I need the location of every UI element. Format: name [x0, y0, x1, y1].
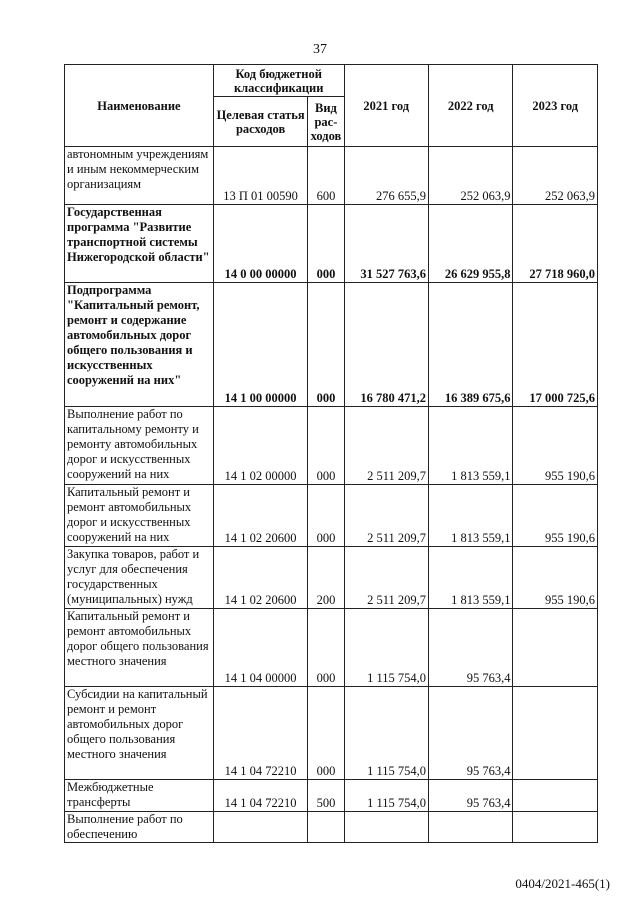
row-expense-kind: 600	[308, 147, 344, 205]
row-target-article: 14 1 02 00000	[213, 407, 308, 485]
row-value-2022: 95 763,4	[429, 780, 513, 812]
row-expense-kind: 000	[308, 283, 344, 407]
row-value-2023: 955 190,6	[513, 407, 598, 485]
row-target-article: 14 1 02 20600	[213, 547, 308, 609]
header-name: Наименование	[65, 65, 214, 147]
row-name: Государственная программа "Развитие транспортной системы Нижегородской области"	[65, 205, 214, 283]
table-row	[65, 687, 598, 780]
row-value-2023: 17 000 725,6	[513, 283, 598, 407]
table-row	[65, 547, 598, 609]
header-year-2021: 2021 год	[344, 65, 428, 147]
row-value-2022: 16 389 675,6	[429, 283, 513, 407]
row-value-2022: 1 813 559,1	[429, 547, 513, 609]
row-target-article: 14 1 04 72210	[213, 687, 308, 780]
row-value-2023: 955 190,6	[513, 485, 598, 547]
table-row	[65, 780, 598, 812]
header-year-2023: 2023 год	[513, 65, 598, 147]
row-target-article: 14 1 02 20600	[213, 485, 308, 547]
row-value-2023: 252 063,9	[513, 147, 598, 205]
header-budget-code: Код бюджетной классификации	[213, 65, 344, 97]
row-value-2021: 276 655,9	[344, 147, 428, 205]
row-target-article: 13 П 01 00590	[213, 147, 308, 205]
row-value-2021: 2 511 209,7	[344, 485, 428, 547]
row-name: Закупка товаров, работ и услуг для обеспечения государственных (муниципальных) нужд	[65, 547, 214, 609]
row-name: Выполнение работ по обеспечению	[65, 812, 214, 843]
table-row	[65, 283, 598, 407]
row-value-2021: 1 115 754,0	[344, 687, 428, 780]
row-name: Межбюджетные трансферты	[65, 780, 214, 812]
row-expense-kind: 000	[308, 609, 344, 687]
row-value-2021: 1 115 754,0	[344, 609, 428, 687]
row-target-article: 14 0 00 00000	[213, 205, 308, 283]
row-expense-kind: 000	[308, 407, 344, 485]
table-row	[65, 812, 598, 843]
page-number: 37	[313, 42, 327, 57]
row-name: автономным учреждениям и иным некоммерческим организациям	[65, 147, 214, 205]
row-expense-kind: 500	[308, 780, 344, 812]
row-name: Субсидии на капитальный ремонт и ремонт автомобильных дорог общего пользования местного значения	[65, 687, 214, 780]
row-target-article: 14 1 04 72210	[213, 780, 308, 812]
row-target-article	[213, 812, 308, 843]
row-value-2023	[513, 687, 598, 780]
header-target-article: Целевая статья расходов	[213, 97, 308, 147]
row-value-2023	[513, 812, 598, 843]
row-expense-kind: 000	[308, 485, 344, 547]
row-value-2023	[513, 780, 598, 812]
table-row	[65, 609, 598, 687]
row-name: Подпрограмма "Капитальный ремонт, ремонт и содержание автомобильных дорог общего пользования и искусственных сооружений на них"	[65, 283, 214, 407]
row-expense-kind: 000	[308, 205, 344, 283]
document-code: 0404/2021-465(1)	[515, 876, 610, 891]
header-year-2022: 2022 год	[429, 65, 513, 147]
row-name: Капитальный ремонт и ремонт автомобильных дорог общего пользования местного значения	[65, 609, 214, 687]
table-row	[65, 205, 598, 283]
row-value-2023: 27 718 960,0	[513, 205, 598, 283]
row-value-2021	[344, 812, 428, 843]
header-expense-kind: Вид рас-ходов	[308, 97, 344, 147]
table-row	[65, 407, 598, 485]
row-expense-kind	[308, 812, 344, 843]
row-value-2021: 2 511 209,7	[344, 407, 428, 485]
row-value-2021: 2 511 209,7	[344, 547, 428, 609]
row-value-2022: 1 813 559,1	[429, 407, 513, 485]
row-value-2023	[513, 609, 598, 687]
row-value-2022: 95 763,4	[429, 687, 513, 780]
row-target-article: 14 1 04 00000	[213, 609, 308, 687]
table-row	[65, 147, 598, 205]
row-value-2023: 955 190,6	[513, 547, 598, 609]
row-value-2021: 16 780 471,2	[344, 283, 428, 407]
row-value-2022: 26 629 955,8	[429, 205, 513, 283]
row-value-2021: 1 115 754,0	[344, 780, 428, 812]
table-body	[65, 147, 598, 843]
row-target-article: 14 1 00 00000	[213, 283, 308, 407]
table-row	[65, 485, 598, 547]
row-name: Капитальный ремонт и ремонт автомобильных дорог и искусственных сооружений на них	[65, 485, 214, 547]
row-expense-kind: 000	[308, 687, 344, 780]
row-value-2022: 252 063,9	[429, 147, 513, 205]
row-value-2022	[429, 812, 513, 843]
row-value-2021: 31 527 763,6	[344, 205, 428, 283]
row-value-2022: 95 763,4	[429, 609, 513, 687]
row-name: Выполнение работ по капитальному ремонту и ремонту автомобильных дорог и искусственных сооружений на них	[65, 407, 214, 485]
budget-table	[64, 64, 598, 843]
row-expense-kind: 200	[308, 547, 344, 609]
row-value-2022: 1 813 559,1	[429, 485, 513, 547]
